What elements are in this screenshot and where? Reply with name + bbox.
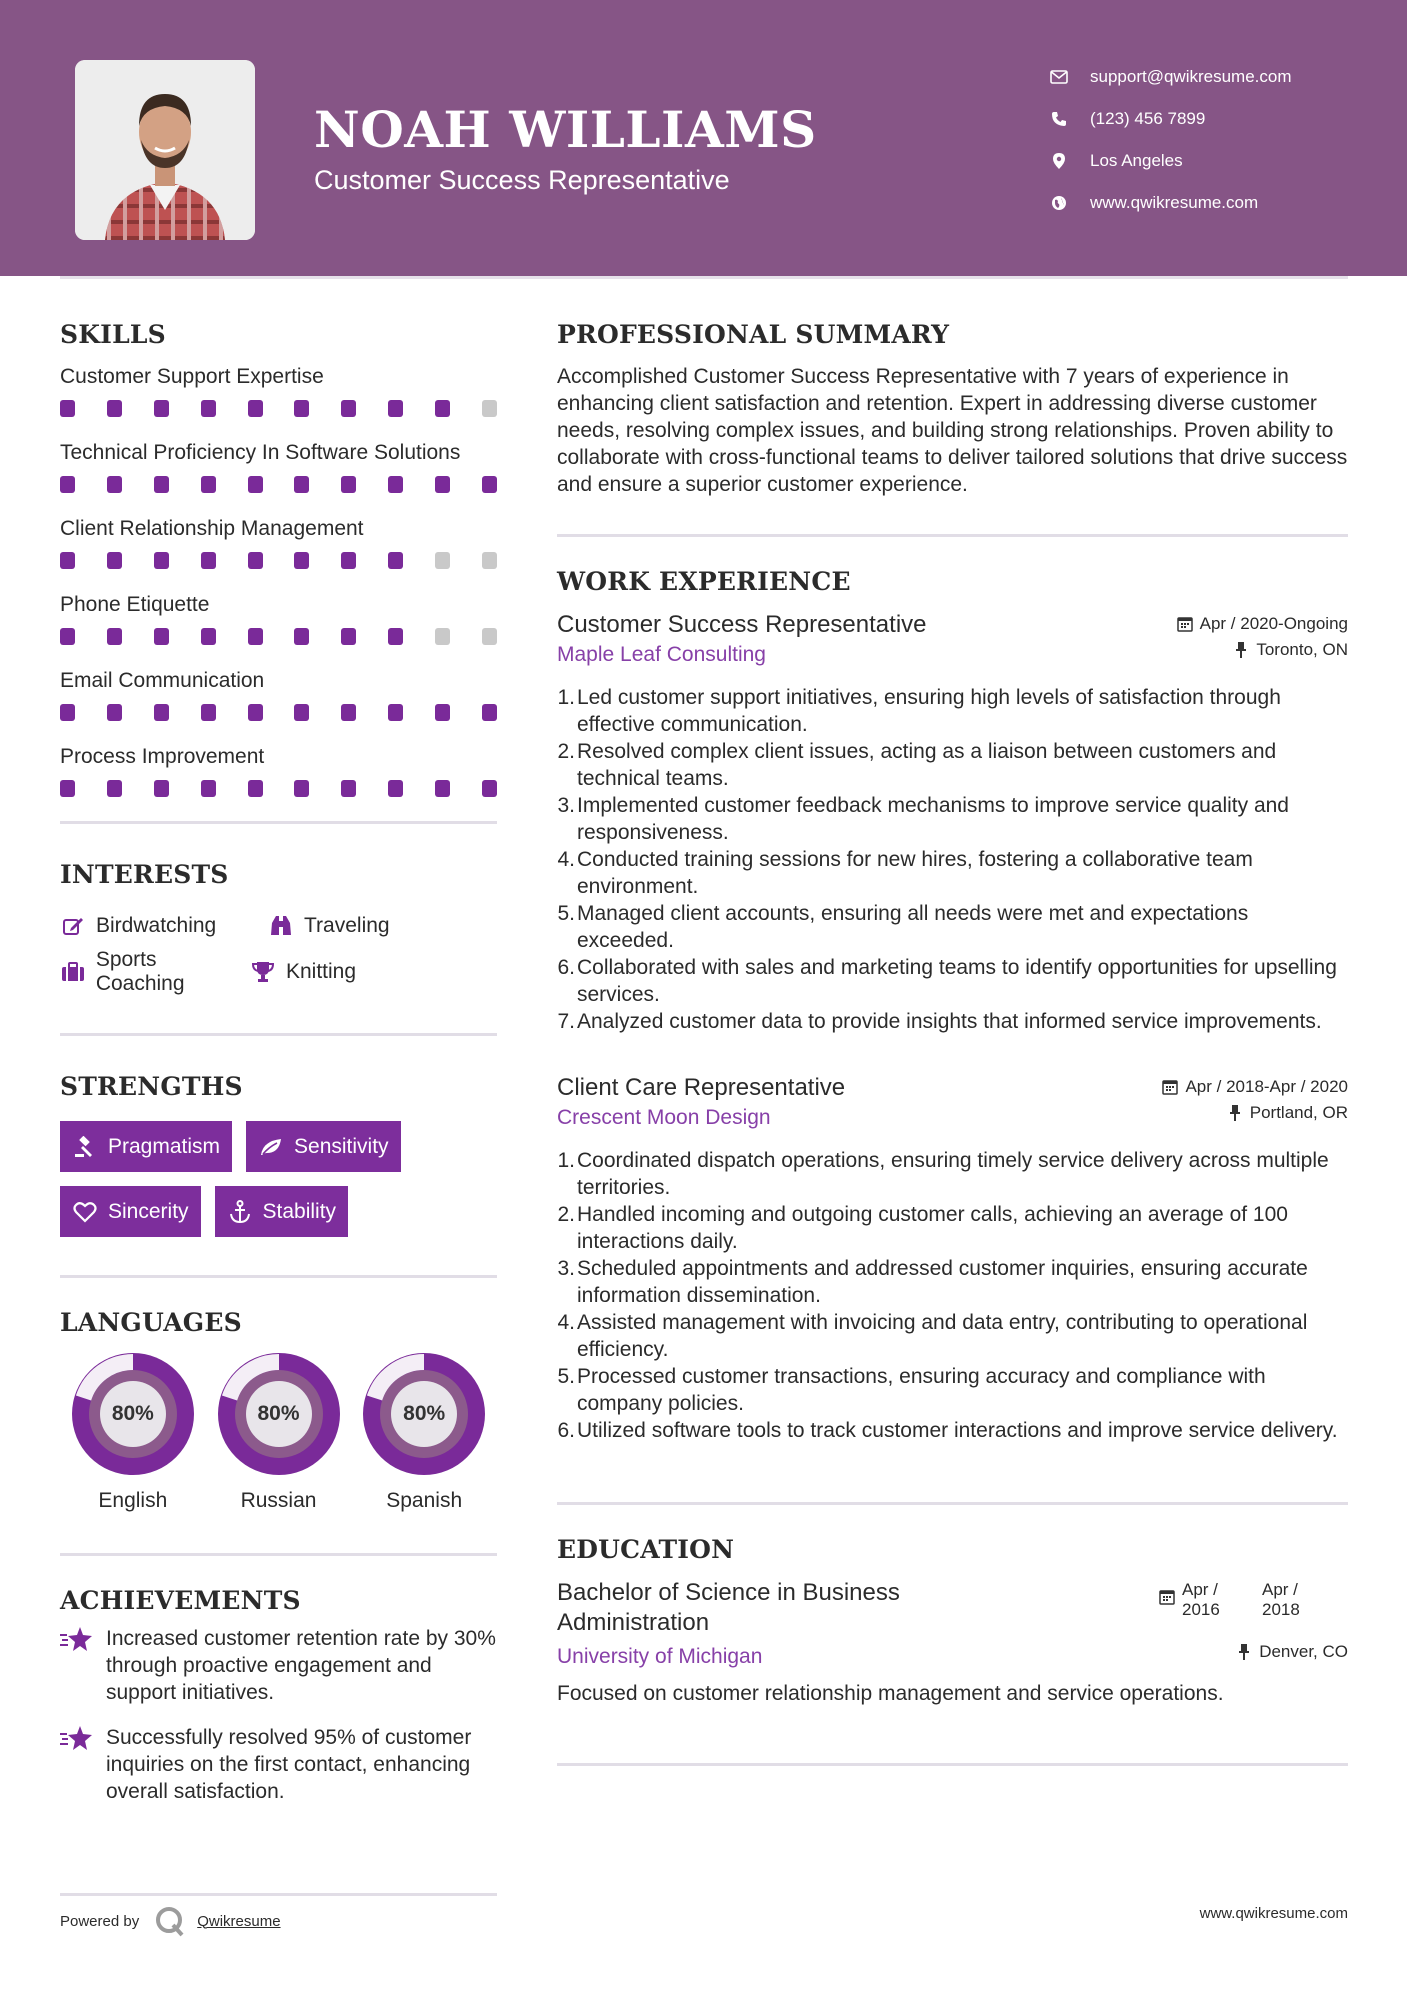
job-head bbox=[557, 1073, 1348, 1103]
bullet-text: Analyzed customer data to provide insights that informed service improvements. bbox=[577, 1010, 1322, 1033]
section-divider bbox=[60, 1033, 497, 1036]
strength-label: Stability bbox=[262, 1199, 337, 1223]
job-location-text: Portland, OR bbox=[1249, 1103, 1348, 1122]
language-percent: 80% bbox=[111, 1402, 154, 1425]
briefcase-icon bbox=[60, 959, 86, 985]
strength-label: Pragmatism bbox=[108, 1134, 221, 1158]
contact-location bbox=[1048, 140, 1378, 182]
language-item bbox=[60, 1353, 206, 1513]
interest-label: Traveling bbox=[304, 914, 390, 937]
contact-website-text: www.qwikresume.com bbox=[1090, 193, 1259, 212]
star-icon bbox=[60, 1625, 94, 1655]
company-name: Maple Leaf Consulting bbox=[557, 643, 766, 666]
job-bullet bbox=[557, 846, 1348, 900]
contact-email-text: support@qwikresume.com bbox=[1090, 67, 1292, 86]
bullet-number: 3. bbox=[557, 794, 575, 817]
education-sub bbox=[557, 1642, 1348, 1672]
rating-dot-filled bbox=[154, 400, 169, 417]
degree-title: Bachelor of Science in Business Administration bbox=[557, 1579, 900, 1636]
rating-dot-filled bbox=[107, 704, 122, 721]
job-title: Client Care Representative bbox=[557, 1074, 846, 1101]
school-name: University of Michigan bbox=[557, 1645, 763, 1668]
job-dates-text: Apr / 2018-Apr / 2020 bbox=[1185, 1077, 1348, 1096]
achievements-title: ACHIEVEMENTS bbox=[60, 1586, 301, 1615]
achievement-text: Successfully resolved 95% of customer inquiries on the first contact, enhancing overall satisfaction. bbox=[106, 1726, 472, 1803]
candidate-role: Customer Success Representative bbox=[314, 165, 730, 195]
interests-title: INTERESTS bbox=[60, 860, 229, 889]
skill-rating bbox=[60, 552, 497, 569]
rating-dot-filled bbox=[435, 400, 450, 417]
language-name: Spanish bbox=[386, 1489, 463, 1512]
skill-name: Phone Etiquette bbox=[60, 593, 210, 616]
work-title: WORK EXPERIENCE bbox=[557, 567, 851, 596]
pin-icon bbox=[1232, 641, 1250, 659]
footer-divider bbox=[60, 1893, 497, 1896]
bullet-number: 6. bbox=[557, 956, 575, 979]
interest-label: Birdwatching bbox=[96, 914, 217, 937]
skill-rating bbox=[60, 400, 497, 417]
leaf-icon bbox=[258, 1134, 284, 1160]
rating-dot-filled bbox=[248, 704, 263, 721]
heart-icon bbox=[72, 1199, 98, 1225]
jobs-list bbox=[557, 610, 1348, 1444]
rating-dot-filled bbox=[107, 400, 122, 417]
section-divider bbox=[60, 1553, 497, 1556]
map-pin-icon bbox=[1048, 150, 1070, 172]
rating-dot-filled bbox=[60, 780, 75, 797]
interest-item bbox=[250, 949, 356, 995]
bullet-text: Handled incoming and outgoing customer calls, achieving an average of 100 interactions daily. bbox=[577, 1203, 1288, 1253]
language-item bbox=[206, 1353, 352, 1513]
rating-dot-filled bbox=[60, 552, 75, 569]
pin-icon bbox=[1235, 1643, 1253, 1661]
rating-dot-filled bbox=[107, 476, 122, 493]
calendar-icon bbox=[1176, 615, 1194, 633]
job-dates bbox=[1176, 614, 1348, 634]
rating-dot-filled bbox=[482, 476, 497, 493]
skills-title: SKILLS bbox=[60, 320, 166, 349]
bullet-number: 7. bbox=[557, 1010, 575, 1033]
edit-icon bbox=[60, 913, 86, 939]
interest-label: Knitting bbox=[286, 960, 357, 983]
strengths-list bbox=[60, 1121, 497, 1251]
rating-dot-filled bbox=[294, 552, 309, 569]
interests-list bbox=[60, 903, 497, 995]
interest-item bbox=[60, 903, 250, 949]
rating-dot-filled bbox=[294, 704, 309, 721]
calendar-icon bbox=[1158, 1588, 1176, 1606]
rating-dot-filled bbox=[341, 704, 356, 721]
rating-dot-filled bbox=[60, 704, 75, 721]
language-ring bbox=[72, 1353, 194, 1475]
job-sub bbox=[557, 1103, 1348, 1133]
header-divider bbox=[60, 276, 1348, 279]
interest-label: Sports Coaching bbox=[95, 948, 185, 995]
job-bullet bbox=[557, 900, 1348, 954]
interest-item bbox=[268, 903, 390, 949]
phone-icon bbox=[1048, 108, 1070, 130]
rating-dot-filled bbox=[107, 628, 122, 645]
right-column bbox=[557, 320, 1348, 1766]
contact-phone[interactable] bbox=[1048, 98, 1378, 140]
rating-dot-filled bbox=[294, 400, 309, 417]
qwikresume-logo-icon bbox=[153, 1904, 187, 1938]
skill-name: Technical Proficiency In Software Solutions bbox=[60, 441, 461, 464]
job-bullet bbox=[557, 1008, 1348, 1035]
job-bullet bbox=[557, 738, 1348, 792]
gavel-icon bbox=[72, 1134, 98, 1160]
strength-tag bbox=[246, 1121, 401, 1172]
language-percent: 80% bbox=[403, 1402, 446, 1425]
education-title: EDUCATION bbox=[557, 1535, 735, 1564]
contact-location-text: Los Angeles bbox=[1090, 151, 1183, 170]
rating-dot-filled bbox=[341, 400, 356, 417]
job-location-text: Toronto, ON bbox=[1256, 640, 1348, 659]
calendar-icon bbox=[1161, 1078, 1179, 1096]
bullet-number: 1. bbox=[557, 686, 575, 709]
bullet-number: 3. bbox=[557, 1257, 575, 1280]
rating-dot-filled bbox=[294, 780, 309, 797]
language-name: English bbox=[98, 1489, 168, 1512]
job-bullets bbox=[557, 684, 1348, 1035]
skill-rating bbox=[60, 780, 497, 797]
bullet-number: 1. bbox=[557, 1149, 575, 1172]
pin-icon bbox=[1226, 1104, 1244, 1122]
education-end: Apr / 2018 bbox=[1262, 1580, 1300, 1619]
rating-dot-filled bbox=[154, 704, 169, 721]
rating-dot-empty bbox=[435, 552, 450, 569]
interest-item bbox=[60, 949, 250, 995]
rating-dot-filled bbox=[248, 552, 263, 569]
left-column bbox=[60, 320, 497, 1805]
rating-dot-filled bbox=[435, 476, 450, 493]
bullet-text: Resolved complex client issues, acting as a liaison between customers and technical teams. bbox=[577, 740, 1277, 790]
footer-left bbox=[60, 1893, 497, 1938]
job-location bbox=[1232, 640, 1348, 660]
section-divider bbox=[557, 1502, 1348, 1505]
bullet-text: Coordinated dispatch operations, ensuring timely service delivery across multiple territories. bbox=[577, 1149, 1329, 1199]
rating-dot-filled bbox=[388, 400, 403, 417]
contact-website[interactable] bbox=[1048, 182, 1378, 224]
rating-dot-empty bbox=[435, 628, 450, 645]
contact-phone-text: (123) 456 7899 bbox=[1090, 109, 1206, 128]
bullet-number: 2. bbox=[557, 1203, 575, 1226]
resume-header bbox=[0, 0, 1407, 276]
bullet-text: Processed customer transactions, ensuring accuracy and compliance with company policies. bbox=[577, 1365, 1266, 1415]
job-bullet bbox=[557, 1201, 1348, 1255]
education-start: Apr / 2016 bbox=[1182, 1580, 1220, 1619]
rating-dot-filled bbox=[154, 552, 169, 569]
rating-dot-filled bbox=[154, 780, 169, 797]
rating-dot-filled bbox=[107, 552, 122, 569]
skill-name: Client Relationship Management bbox=[60, 517, 364, 540]
job-bullets bbox=[557, 1147, 1348, 1444]
job-entry bbox=[557, 610, 1348, 1035]
language-ring bbox=[363, 1353, 485, 1475]
candidate-name: NOAH WILLIAMS bbox=[314, 100, 817, 159]
rating-dot-filled bbox=[60, 628, 75, 645]
rating-dot-filled bbox=[248, 400, 263, 417]
rating-dot-filled bbox=[341, 552, 356, 569]
globe-icon bbox=[1048, 192, 1070, 214]
rating-dot-filled bbox=[201, 628, 216, 645]
binoculars-icon bbox=[268, 913, 294, 939]
skill-rating bbox=[60, 628, 497, 645]
skill-rating bbox=[60, 704, 497, 721]
bullet-text: Collaborated with sales and marketing teams to identify opportunities for upselling services. bbox=[577, 956, 1337, 1006]
rating-dot-filled bbox=[341, 780, 356, 797]
rating-dot-filled bbox=[388, 780, 403, 797]
bullet-number: 4. bbox=[557, 848, 575, 871]
strength-tag bbox=[60, 1186, 201, 1237]
strengths-title: STRENGTHS bbox=[60, 1072, 243, 1101]
education-dates bbox=[1158, 1580, 1312, 1620]
languages-list bbox=[60, 1353, 497, 1513]
languages-title: LANGUAGES bbox=[60, 1308, 242, 1337]
language-percent: 80% bbox=[257, 1402, 300, 1425]
achievement-item bbox=[60, 1625, 497, 1706]
section-divider bbox=[60, 1275, 497, 1278]
achievement-text: Increased customer retention rate by 30% through proactive engagement and support initiatives. bbox=[106, 1627, 496, 1704]
bullet-text: Managed client accounts, ensuring all needs were met and expectations exceeded. bbox=[577, 902, 1249, 952]
qwikresume-link[interactable]: Qwikresume bbox=[197, 1912, 281, 1930]
rating-dot-filled bbox=[154, 476, 169, 493]
job-dates-text: Apr / 2020-Ongoing bbox=[1199, 614, 1348, 633]
rating-dot-filled bbox=[248, 628, 263, 645]
bullet-number: 5. bbox=[557, 902, 575, 925]
skills-list bbox=[60, 363, 497, 797]
job-title: Customer Success Representative bbox=[557, 611, 927, 638]
job-head bbox=[557, 610, 1348, 640]
job-sub bbox=[557, 640, 1348, 670]
skill-name: Email Communication bbox=[60, 669, 265, 692]
rating-dot-filled bbox=[482, 704, 497, 721]
rating-dot-filled bbox=[201, 400, 216, 417]
profile-photo bbox=[75, 60, 255, 240]
section-divider bbox=[60, 821, 497, 824]
job-dates bbox=[1161, 1077, 1348, 1097]
section-divider bbox=[557, 1763, 1348, 1766]
bullet-text: Scheduled appointments and addressed customer inquiries, ensuring accurate information dissemination. bbox=[577, 1257, 1308, 1307]
rating-dot-filled bbox=[341, 476, 356, 493]
rating-dot-filled bbox=[154, 628, 169, 645]
bullet-text: Utilized software tools to track customer interactions and improve service delivery. bbox=[577, 1419, 1338, 1442]
job-bullet bbox=[557, 1417, 1348, 1444]
job-entry bbox=[557, 1073, 1348, 1444]
rating-dot-filled bbox=[388, 552, 403, 569]
achievement-item bbox=[60, 1724, 497, 1805]
footer-website[interactable]: www.qwikresume.com bbox=[1199, 1905, 1348, 1922]
rating-dot-filled bbox=[341, 628, 356, 645]
language-item bbox=[351, 1353, 497, 1513]
rating-dot-empty bbox=[482, 552, 497, 569]
bullet-number: 6. bbox=[557, 1419, 575, 1442]
powered-by bbox=[60, 1904, 497, 1938]
bullet-text: Conducted training sessions for new hires, fostering a collaborative team environment. bbox=[577, 848, 1253, 898]
rating-dot-filled bbox=[201, 476, 216, 493]
rating-dot-filled bbox=[248, 476, 263, 493]
section-divider bbox=[557, 534, 1348, 537]
bullet-text: Implemented customer feedback mechanisms to improve service quality and responsiveness. bbox=[577, 794, 1289, 844]
rating-dot-filled bbox=[201, 780, 216, 797]
job-location bbox=[1226, 1103, 1348, 1123]
rating-dot-filled bbox=[248, 780, 263, 797]
rating-dot-filled bbox=[201, 704, 216, 721]
rating-dot-filled bbox=[388, 628, 403, 645]
rating-dot-filled bbox=[107, 780, 122, 797]
job-bullet bbox=[557, 1309, 1348, 1363]
company-name: Crescent Moon Design bbox=[557, 1106, 771, 1129]
strength-label: Sincerity bbox=[108, 1199, 189, 1223]
contact-email[interactable] bbox=[1048, 56, 1378, 98]
job-bullet bbox=[557, 684, 1348, 738]
education-head bbox=[557, 1578, 1348, 1638]
rating-dot-filled bbox=[294, 476, 309, 493]
rating-dot-empty bbox=[482, 628, 497, 645]
rating-dot-filled bbox=[60, 400, 75, 417]
rating-dot-filled bbox=[388, 476, 403, 493]
job-bullet bbox=[557, 954, 1348, 1008]
trophy-icon bbox=[250, 959, 276, 985]
skill-name: Process Improvement bbox=[60, 745, 265, 768]
bullet-text: Led customer support initiatives, ensuring high levels of satisfaction through effective communication. bbox=[577, 686, 1281, 736]
language-ring bbox=[218, 1353, 340, 1475]
rating-dot-filled bbox=[435, 780, 450, 797]
rating-dot-empty bbox=[482, 400, 497, 417]
summary-text: Accomplished Customer Success Representative with 7 years of experience in enhancing client satisfaction and retention. Expert in addressing diverse customer needs, resolving complex issues, and building strong relationships. Proven ability to collaborate with cross-functional teams to deliver tailored solutions that drive success and ensure a superior customer experience. bbox=[557, 365, 1348, 496]
rating-dot-filled bbox=[435, 704, 450, 721]
job-bullet bbox=[557, 1363, 1348, 1417]
rating-dot-filled bbox=[60, 476, 75, 493]
job-bullet bbox=[557, 1255, 1348, 1309]
bullet-number: 4. bbox=[557, 1311, 575, 1334]
rating-dot-filled bbox=[388, 704, 403, 721]
summary-title: PROFESSIONAL SUMMARY bbox=[557, 320, 950, 349]
education-description: Focused on customer relationship management and service operations. bbox=[557, 1682, 1224, 1705]
strength-tag bbox=[60, 1121, 232, 1172]
strength-label: Sensitivity bbox=[294, 1134, 389, 1158]
skill-rating bbox=[60, 476, 497, 493]
skill-name: Customer Support Expertise bbox=[60, 365, 324, 388]
anchor-icon bbox=[227, 1199, 253, 1225]
education-location-text: Denver, CO bbox=[1259, 1642, 1348, 1661]
contact-list bbox=[1048, 56, 1378, 224]
job-bullet bbox=[557, 1147, 1348, 1201]
bullet-number: 2. bbox=[557, 740, 575, 763]
education-location bbox=[1235, 1642, 1348, 1662]
bullet-number: 5. bbox=[557, 1365, 575, 1388]
job-bullet bbox=[557, 792, 1348, 846]
powered-by-label: Powered by bbox=[60, 1912, 140, 1930]
rating-dot-filled bbox=[482, 780, 497, 797]
rating-dot-filled bbox=[294, 628, 309, 645]
language-name: Russian bbox=[240, 1489, 317, 1512]
star-icon bbox=[60, 1724, 94, 1754]
strength-tag bbox=[215, 1186, 349, 1237]
bullet-text: Assisted management with invoicing and data entry, contributing to operational efficiency. bbox=[577, 1311, 1308, 1361]
rating-dot-filled bbox=[201, 552, 216, 569]
envelope-icon bbox=[1048, 66, 1070, 88]
